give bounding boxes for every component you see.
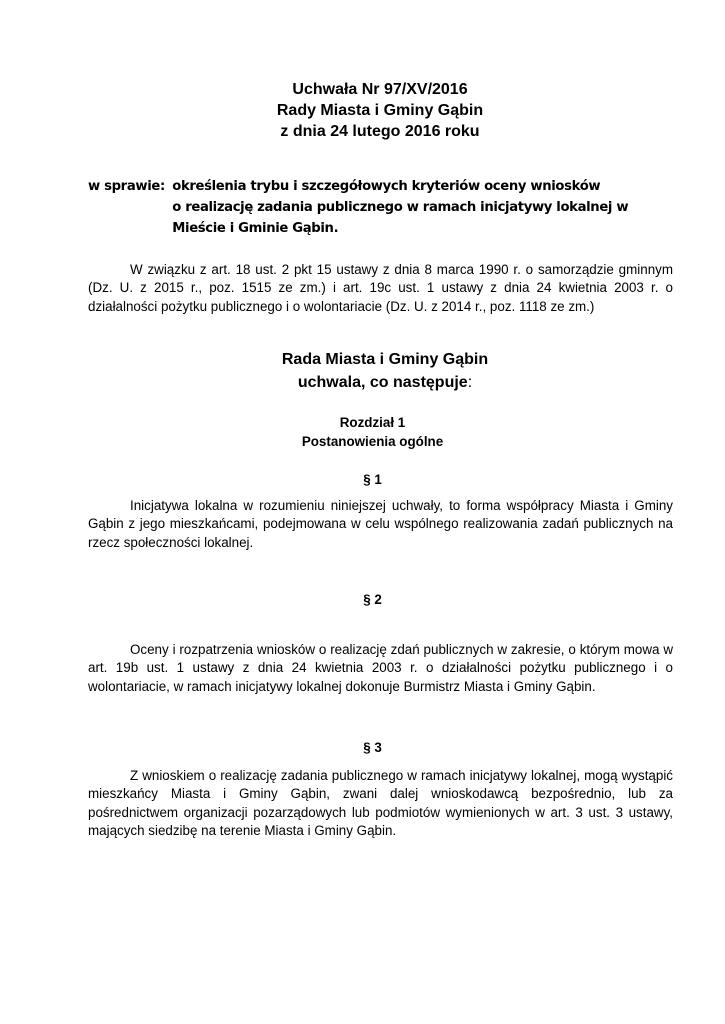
resolution-title [0,79,725,142]
resolves-heading-bold: uchwala, co następuje [297,374,468,391]
resolves-heading-line2 [0,372,725,393]
section-1-text: Inicjatywa lokalna w rozumieniu niniejszej uchwały, to forma współpracy Miasta i Gminy Gąbin z jego mieszkańcami, podejmowana w celu wspólnego realizowania zadań publicznych na rzecz społeczności lokalnej. [88,498,673,550]
section-1-label: § 1 [363,472,382,487]
resolution-subject [88,176,688,239]
resolution-council: Rady Miasta i Gminy Gąbin [276,102,484,119]
section-2-label: § 2 [363,592,382,607]
chapter-name: Postanowienia ogólne [301,434,444,449]
resolution-date: z dnia 24 lutego 2016 roku [280,123,480,140]
section-3-text: Z wnioskiem o realizację zadania publicznego w ramach inicjatywy lokalnej, mogą wystąpić mieszkańcy Miasta i Gminy Gąbin, zwani dalej wnioskodawcą bezpośrednio, lub za pośrednictwem organizacji pozarządowych lub podmiotów wymienionych w art. 3 ust. 3 ustawy, mających siedzibę na terenie Miasta i Gminy Gąbin. [88,768,673,838]
preamble-paragraph: W związku z art. 18 ust. 2 pkt 15 ustawy z dnia 8 marca 1990 r. o samorządzie gminnym (Dz. U. z 2015 r., poz. 1515 ze zm.) i art. 19c ust. 1 ustawy z dnia 24 kwietnia 2003 r. o działalności pożytku publicznego i o wolontariacie (Dz. U. z 2014 r., poz. 1118 ze zm.) [88,262,673,314]
resolution-number: Uchwała Nr 97/XV/2016 [292,81,468,98]
subject-lead: w sprawie: [88,179,165,194]
chapter-label: Rozdział 1 [339,415,406,430]
section-2-text: Oceny i rozpatrzenia wniosków o realizację zdań publicznych w zakresie, o którym mowa w art. 19b ust. 1 ustawy z dnia 24 kwietnia 2003 r. o działalności pożytku publicznego i o wolontariacie, w ramach inicjatywy lokalnej dokonuje Burmistrz Miasta i Gminy Gąbin. [88,642,673,694]
resolves-heading-colon: : [467,374,473,391]
resolves-heading-line1: Rada Miasta i Gminy Gąbin [281,351,489,368]
subject-line-3: Mieście i Gminie Gąbin. [172,221,339,236]
subject-line-2: o realizację zadania publicznego w ramach inicjatywy lokalnej w [172,200,629,215]
subject-line-1: określenia trybu i szczegółowych kryteriów oceny wniosków [172,179,601,194]
section-3-label: § 3 [363,740,382,755]
